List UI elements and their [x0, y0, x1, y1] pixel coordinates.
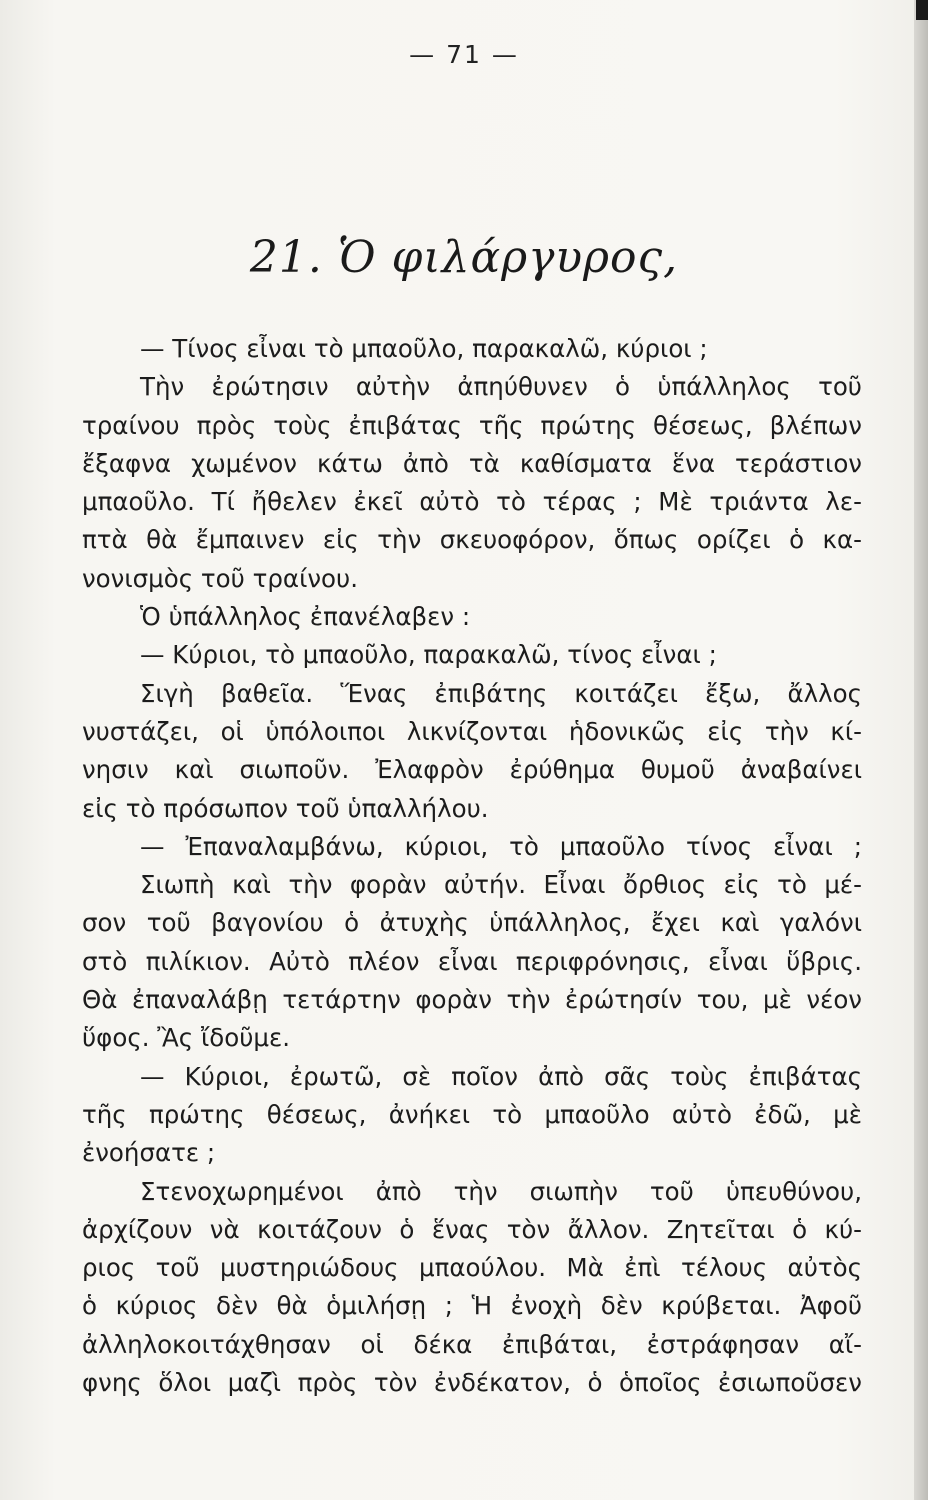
text-line: σον τοῦ βαγονίου ὁ ἀτυχὴς ὑπάλληλος, ἔχει καὶ γαλόνι [82, 908, 862, 938]
text-line: ἀλληλοκοιτάχθησαν οἱ δέκα ἐπιβάται, ἐστράφησαν αἴ- [82, 1329, 862, 1359]
text-line: — Κύριοι, τὸ μπαοῦλο, παρακαλῶ, τίνος εἶναι ; [140, 640, 717, 670]
text-line: ὕφος. Ἂς ἴδοῦμε. [82, 1023, 291, 1053]
text-line: Σιωπὴ καὶ τὴν φορὰν αὐτήν. Εἶναι ὄρθιος εἰς τὸ μέ- [140, 870, 862, 900]
text-line: μπαοῦλο. Τί ἤθελεν ἐκεῖ αὐτὸ τὸ τέρας ; Μὲ τριάντα λε- [82, 487, 862, 517]
text-line: ἔξαφνα χωμένον κάτω ἀπὸ τὰ καθίσματα ἕνα τεράστιον [82, 448, 862, 478]
text-line: ριος τοῦ μυστηριώδους μπαούλου. Μὰ ἐπὶ τέλους αὐτὸς [82, 1253, 862, 1283]
text-line: ἀρχίζουν νὰ κοιτάζουν ὁ ἕνας τὸν ἄλλον. Ζητεῖται ὁ κύ- [82, 1214, 862, 1244]
text-line: στὸ πιλίκιον. Αὐτὸ πλέον εἶναι περιφρόνησις, εἶναι ὕβρις. [82, 946, 862, 976]
text-line: νυστάζει, οἱ ὑπόλοιποι λικνίζονται ἡδονικῶς εἰς τὴν κί- [82, 716, 862, 746]
body-text [82, 330, 862, 1402]
text-line: νονισμὸς τοῦ τραίνου. [82, 563, 359, 593]
text-line: Σιγὴ βαθεῖα. Ἕνας ἐπιβάτης κοιτάζει ἔξω, ἄλλος [140, 678, 862, 708]
page-number: — 71 — [409, 40, 519, 69]
text-line: τραίνου πρὸς τοὺς ἐπιβάτας τῆς πρώτης θέσεως, βλέπων [82, 410, 862, 440]
text-line: εἰς τὸ πρόσωπον τοῦ ὑπαλλήλου. [82, 793, 489, 823]
text-line: τῆς πρώτης θέσεως, ἀνήκει τὸ μπαοῦλο αὐτὸ ἐδῶ, μὲ [82, 1099, 862, 1129]
text-line: ἐνοήσατε ; [82, 1138, 216, 1168]
text-line: Τὴν ἐρώτησιν αὐτὴν ἀπηύθυνεν ὁ ὑπάλληλος τοῦ [140, 372, 862, 402]
text-line: νησιν καὶ σιωποῦν. Ἐλαφρὸν ἐρύθημα θυμοῦ ἀναβαίνει [82, 755, 862, 785]
text-line: Θὰ ἐπαναλάβῃ τετάρτην φορὰν τὴν ἐρώτησίν του, μὲ νέον [82, 985, 862, 1015]
text-line: Στενοχωρημένοι ἀπὸ τὴν σιωπὴν τοῦ ὑπευθύνου, [140, 1176, 862, 1206]
text-line: πτὰ θὰ ἔμπαινεν εἰς τὴν σκευοφόρον, ὅπως ορίζει ὁ κα- [82, 525, 862, 555]
text-line: — Τίνος εἶναι τὸ μπαοῦλο, παρακαλῶ, κύριοι ; [140, 334, 708, 363]
scan-corner-mark [916, 0, 928, 20]
chapter-title: 21. Ὁ φιλάργυρος, [249, 232, 679, 283]
text-line: — Ἐπαναλαμβάνω, κύριοι, τὸ μπαοῦλο τίνος εἶναι ; [140, 831, 862, 861]
page-edge-shadow [914, 0, 928, 1500]
text-line: ὁ κύριος δὲν θὰ ὁμιλήσῃ ; Ἡ ἐνοχὴ δὲν κρύβεται. Ἀφοῦ [82, 1291, 862, 1321]
text-line: Ὁ ὑπάλληλος ἐπανέλαβεν : [140, 602, 471, 632]
text-line: φνης ὅλοι μαζὶ πρὸς τὸν ἐνδέκατον, ὁ ὁποῖος ἐσιωποῦσεν [82, 1368, 862, 1398]
text-line: — Κύριοι, ἐρωτῶ, σὲ ποῖον ἀπὸ σᾶς τοὺς ἐπιβάτας [140, 1061, 862, 1091]
